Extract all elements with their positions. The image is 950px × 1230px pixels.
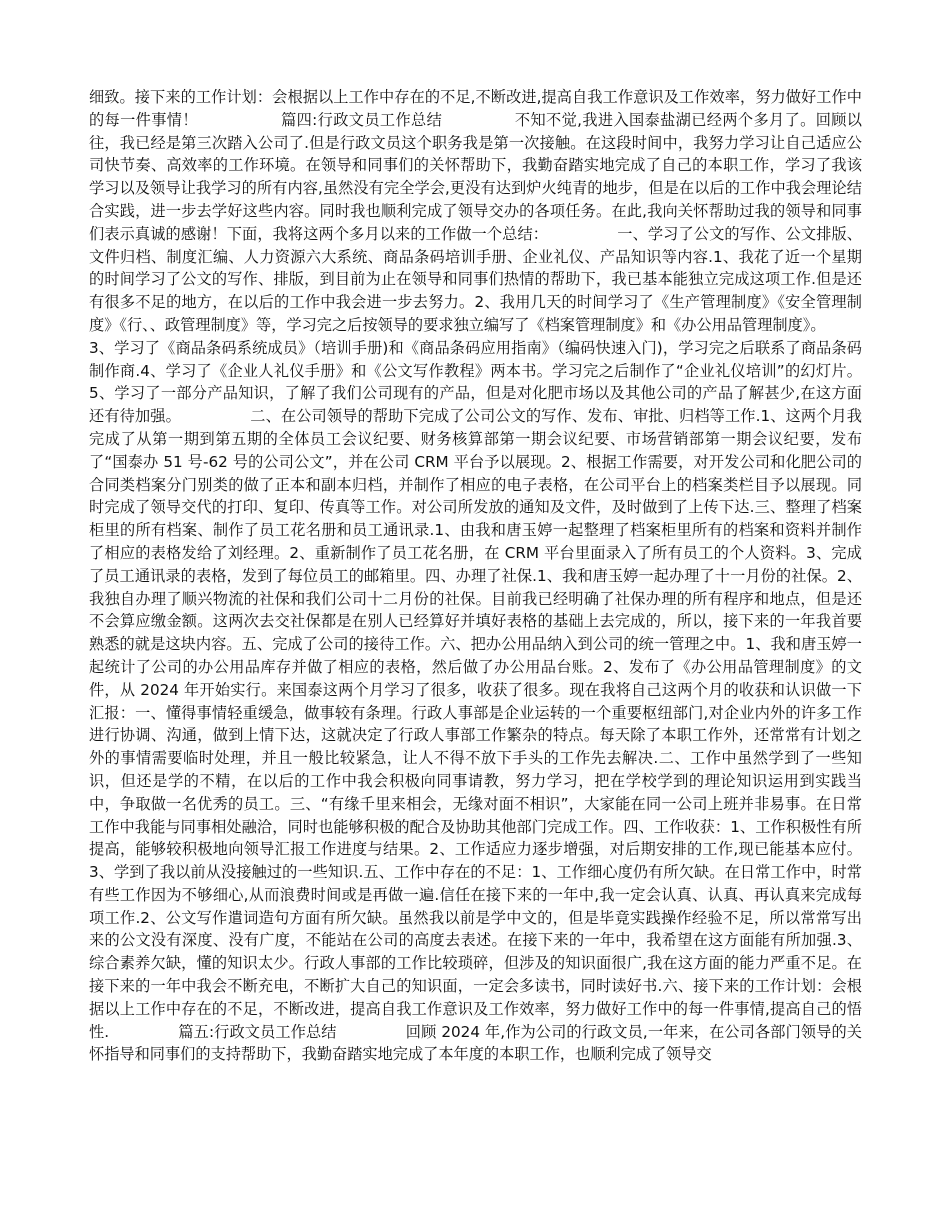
document-body <box>89 86 862 1066</box>
body-paragraph: 3、学习了《商品条码系统成员》（培训手册)和《商品条码应用指南》（编码快速入门)，学习完之后联系了商品条码制作商.4、学习了《企业人礼仪手册》和《公文写作教程》两本书。学习完之后制作了“企业礼仪培训”的幻灯片。5、学习了一部分产品知识，了解了我们公司现有的产品，但是对化肥市场以及其他公司的产品了解甚少,在这方面还有待加强。 二、在公司领导的帮助下完成了公司公文的写作、发布、审批、归档等工作.1、这两个月我完成了从第一期到第五期的全体员工会议纪要、财务核算部第一期会议纪要、市场营销部第一期会议纪要，发布了“国泰办 51 号-62 号的公司公文”，并在公司 CRM 平台予以展现。2、根据工作需要，对开发公司和化肥公司的合同类档案分门别类的做了正本和副本归档，并制作了相应的电子表格，在公司平台上的档案类栏目予以展现。同时完成了领导交代的打印、复印、传真等工作。对公司所发放的通知及文件，及时做到了上传下达.三、整理了档案柜里的所有档案、制作了员工花名册和员工通讯录.1、由我和唐玉婷一起整理了档案柜里所有的档案和资料并制作了相应的表格发给了刘经理。2、重新制作了员工花名册，在 CRM 平台里面录入了所有员工的个人资料。3、完成了员工通讯录的表格，发到了每位员工的邮箱里。四、办理了社保.1、我和唐玉婷一起办理了十一月份的社保。2、我独自办理了顺兴物流的社保和我们公司十二月份的社保。目前我已经明确了社保办理的所有程序和地点，但是还不会算应缴金额。这两次去交社保都是在别人已经算好并填好表格的基础上去完成的，所以，接下来的一年我首要熟悉的就是这块内容。五、完成了公司的接待工作。六、把办公用品纳入到公司的统一管理之中。1、我和唐玉婷一起统计了公司的办公用品库存并做了相应的表格，然后做了办公用品台账。2、发布了《办公用品管理制度》的文件，从 2024 年开始实行。来国泰这两个月学习了很多，收获了很多。现在我将自己这两个月的收获和认识做一下汇报：一、懂得事情轻重缓急，做事较有条理。行政人事部是企业运转的一个重要枢纽部门,对企业内外的许多工作进行协调、沟通，做到上情下达，这就决定了行政人事部工作繁杂的特点。每天除了本职工作外，还常常有计划之外的事情需要临时处理，并且一般比较紧急，让人不得不放下手头的工作先去解决.二、工作中虽然学到了一些知识，但还是学的不精，在以后的工作中我会积极向同事请教，努力学习，把在学校学到的理论知识运用到实践当中，争取做一名优秀的员工。三、“有缘千里来相会，无缘对面不相识”，大家能在同一公司上班并非易事。在日常工作中我能与同事相处融洽，同时也能够积极的配合及协助其他部门完成工作。四、工作收获：1、工作积极性有所提高，能够较积极地向领导汇报工作进度与结果。2、工作适应力逐步增强，对后期安排的工作,现已能基本应付。3、学到了我以前从没接触过的一些知识.五、工作中存在的不足：1、工作细心度仍有所欠缺。在日常工作中，时常有些工作因为不够细心,从而浪费时间或是再做一遍.信任在接下来的一年中,我一定会认真、认真、再认真来完成每项工作.2、公文写作遣词造句方面有所欠缺。虽然我以前是学中文的，但是毕竟实践操作经验不足，所以常常写出来的公文没有深度、没有广度，不能站在公司的高度去表述。在接下来的一年中，我希望在这方面能有所加强.3、综合素养欠缺，懂的知识太少。行政人事部的工作比较琐碎，但涉及的知识面很广,我在这方面的能力严重不足。在接下来的一年中我会不断充电，不断扩大自己的知识面，一定会多读书，同时读好书.六、接下来的工作计划：会根据以上工作中存在的不足，不断改进，提高自我工作意识及工作效率，努力做好工作中的每一件事情,提高自己的悟性. 篇五:行政文员工作总结 回顾 2024 年,作为公司的行政文员,一年来，在公司各部门领导的关怀指导和同事们的支持帮助下，我勤奋踏实地完成了本年度的本职工作，也顺利完成了领导交 <box>89 338 862 1064</box>
body-paragraph: 细致。接下来的工作计划：会根据以上工作中存在的不足,不断改进,提高自我工作意识及工作效率，努力做好工作中的每一件事情！ 篇四:行政文员工作总结 不知不觉,我进入国泰盐湖已经两个多月了。回顾以往，我已经是第三次踏入公司了.但是行政文员这个职务我是第一次接触。在这段时间中，我努力学习让自己适应公司快节奏、高效率的工作环境。在领导和同事们的关怀帮助下，我勤奋踏实地完成了自己的本职工作，学习了我该学习以及领导让我学习的所有内容,虽然没有完全学会,更没有达到炉火纯青的地步，但是在以后的工作中我会理论结合实践，进一步去学好这些内容。同时我也顺利完成了领导交办的各项任务。在此,我向关怀帮助过我的领导和同事们表示真诚的感谢！下面，我将这两个多月以来的工作做一个总结： 一、学习了公文的写作、公文排版、文件归档、制度汇编、人力资源六大系统、商品条码培训手册、企业礼仪、产品知识等内容.1、我花了近一个星期的时间学习了公文的写作、排版，到目前为止在领导和同事们热情的帮助下，我已基本能独立完成这项工作.但是还有很多不足的地方，在以后的工作中我会进一步去努力。2、我用几天的时间学习了《生产管理制度》《安全管理制度》《行、、政管理制度》等，学习完之后按领导的要求独立编写了《档案管理制度》和《办公用品管理制度》。 <box>89 88 862 334</box>
